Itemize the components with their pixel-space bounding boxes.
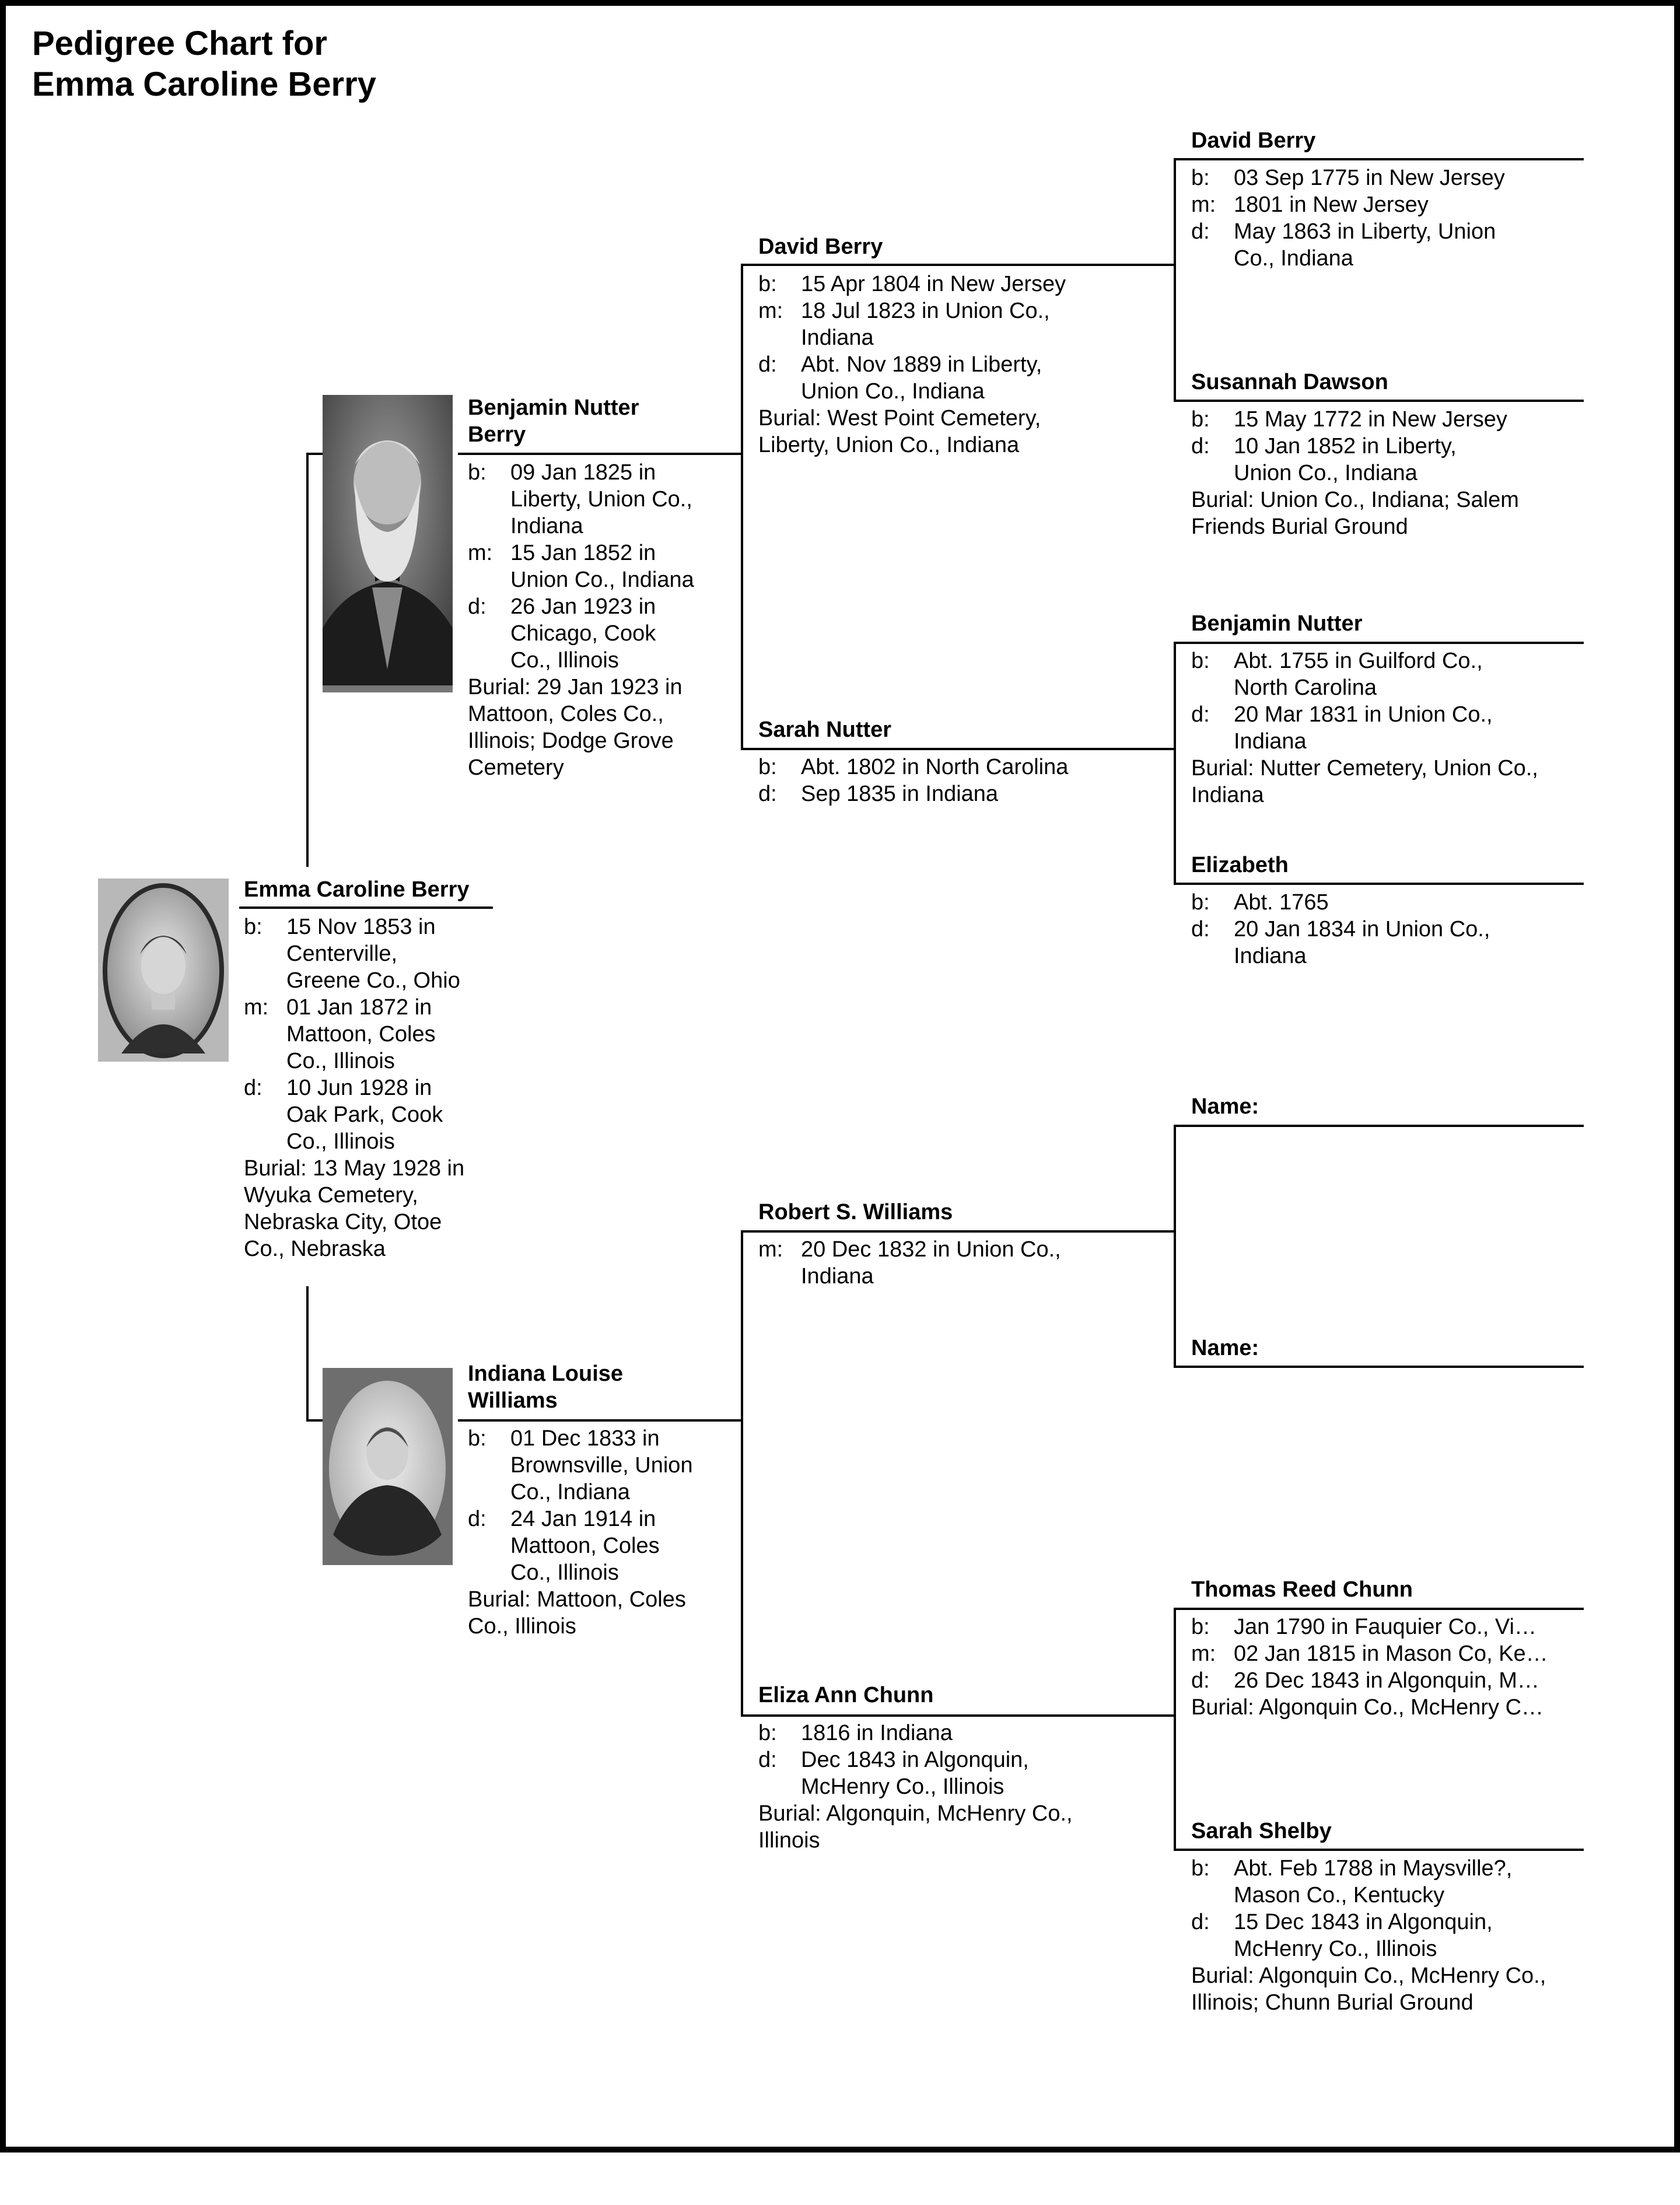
father-bracket-line — [741, 264, 743, 749]
root-death: d: 10 Jun 1928 in Oak Park, Cook Co., Illinois — [244, 1076, 443, 1154]
father-burial: Burial: 29 Jan 1923 in Mattoon, Coles Co., Illinois; Dodge Grove Cemetery — [468, 675, 682, 780]
ggp2-underline — [1174, 400, 1584, 402]
root-burial: Burial: 13 May 1928 in Wyuka Cemetery, Nebraska City, Otoe Co., Nebraska — [244, 1156, 465, 1261]
paternal-grandmother-details: b: Abt. 1802 in North Carolina d: Sep 1835 in Indiana — [758, 755, 1069, 806]
page-title: Pedigree Chart for Emma Caroline Berry — [32, 24, 376, 103]
ggp8-name: Sarah Shelby — [1191, 1819, 1332, 1843]
father-stub-line — [306, 453, 323, 455]
ggp1-details: b: 03 Sep 1775 in New Jersey m: 1801 in New Jersey d: May 1863 in Liberty, Union Co., Indiana — [1191, 166, 1505, 271]
maternal-grandmother-name: Eliza Ann Chunn — [758, 1683, 934, 1707]
mother-birth: b: 01 Dec 1833 in Brownsville, Union Co., Indiana — [468, 1426, 693, 1504]
ggp7-underline — [1174, 1608, 1584, 1610]
pgf-underline — [741, 264, 1175, 266]
ggp6-name: Name: — [1191, 1336, 1259, 1360]
ggp2-details: b: 15 May 1772 in New Jersey d: 10 Jan 1852 in Liberty, Union Co., Indiana Burial: Union Co., Indiana; Salem Friends Burial Ground — [1191, 407, 1519, 539]
ggp7-details: b: Jan 1790 in Fauquier Co., Vi… m: 02 Jan 1815 in Mason Co, Ke… d: 26 Dec 1843 in Algonquin, M… Burial: Algonquin Co., McHenry C… — [1191, 1615, 1548, 1720]
father-portrait — [323, 395, 453, 692]
root-birth: b: 15 Nov 1853 in Centerville, Greene Co., Ohio — [244, 915, 460, 993]
root-to-father-line — [306, 453, 309, 867]
paternal-grandmother-name: Sarah Nutter — [758, 718, 892, 742]
mgf-underline — [741, 1230, 1175, 1233]
pgm-underline — [741, 748, 1175, 750]
paternal-grandfather-name: David Berry — [758, 235, 883, 259]
root-name: Emma Caroline Berry — [244, 877, 470, 902]
root-marriage: m: 01 Jan 1872 in Mattoon, Coles Co., Illinois — [244, 995, 436, 1073]
ggp5-underline — [1174, 1125, 1584, 1127]
ggp3-details: b: Abt. 1755 in Guilford Co., North Carolina d: 20 Mar 1831 in Union Co., Indiana Burial: Nutter Cemetery, Union Co., Indiana — [1191, 649, 1538, 807]
mother-stub-line — [306, 1419, 323, 1422]
ggp4-details: b: Abt. 1765 d: 20 Jan 1834 in Union Co., Indiana — [1191, 890, 1490, 968]
ggp8-details: b: Abt. Feb 1788 in Maysville?, Mason Co., Kentucky d: 15 Dec 1843 in Algonquin, McHenry Co., Illinois Burial: Algonquin Co., McHenry Co., Illinois; Chunn Burial Ground — [1191, 1856, 1546, 2015]
mother-underline — [458, 1419, 742, 1422]
maternal-grandmother-details: b: 1816 in Indiana d: Dec 1843 in Algonquin, McHenry Co., Illinois Burial: Algonquin, McHenry Co., Illinois — [758, 1721, 1073, 1853]
ggp3-underline — [1174, 642, 1584, 644]
father-details — [468, 459, 736, 781]
maternal-grandfather-name: Robert S. Williams — [758, 1200, 953, 1224]
ggp78-bracket-line — [1174, 1608, 1176, 1850]
father-name: Benjamin Nutter Berry — [468, 396, 639, 447]
ggp4-name: Elizabeth — [1191, 853, 1289, 877]
ggp12-bracket-line — [1174, 158, 1176, 402]
root-portrait — [98, 878, 229, 1066]
father-death: d: 26 Jan 1923 in Chicago, Cook Co., Illinois — [468, 594, 656, 673]
mother-details — [468, 1425, 736, 1640]
root-underline — [239, 907, 493, 909]
mother-death: d: 24 Jan 1914 in Mattoon, Coles Co., Illinois — [468, 1507, 660, 1585]
ggp8-underline — [1174, 1849, 1584, 1851]
root-details — [244, 914, 495, 1262]
mgm-underline — [741, 1714, 1175, 1717]
ggp7-name: Thomas Reed Chunn — [1191, 1577, 1413, 1602]
father-birth: b: 09 Jan 1825 in Liberty, Union Co., Indiana — [468, 460, 692, 538]
mother-portrait — [323, 1360, 453, 1565]
ggp56-bracket-line — [1174, 1125, 1176, 1367]
ggp2-name: Susannah Dawson — [1191, 370, 1388, 394]
father-marriage: m: 15 Jan 1852 in Union Co., Indiana — [468, 541, 694, 592]
mother-burial: Burial: Mattoon, Coles Co., Illinois — [468, 1587, 686, 1639]
ggp1-name: David Berry — [1191, 128, 1316, 153]
ggp1-underline — [1174, 158, 1584, 160]
father-underline — [458, 453, 742, 455]
root-to-mother-line — [306, 1286, 309, 1420]
mother-bracket-line — [741, 1230, 743, 1716]
ggp6-underline — [1174, 1366, 1584, 1368]
maternal-grandfather-details: m: 20 Dec 1832 in Union Co., Indiana — [758, 1237, 1061, 1289]
mother-name: Indiana Louise Williams — [468, 1362, 624, 1413]
ggp4-underline — [1174, 883, 1584, 885]
ggp34-bracket-line — [1174, 642, 1176, 884]
ggp3-name: Benjamin Nutter — [1191, 611, 1363, 636]
ggp5-name: Name: — [1191, 1094, 1259, 1119]
paternal-grandfather-details: b: 15 Apr 1804 in New Jersey m: 18 Jul 1823 in Union Co., Indiana d: Abt. Nov 1889 in Liberty, Union Co., Indiana Burial: West Point Cemetery, Liberty, Union Co., Indiana — [758, 272, 1066, 457]
